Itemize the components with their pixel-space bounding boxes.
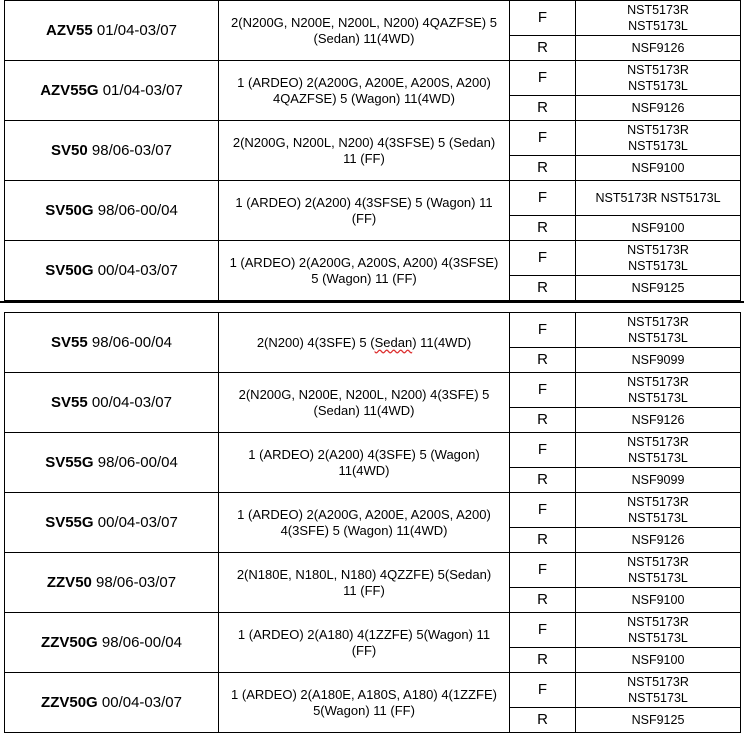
rear-part-number: NSF9126 (576, 96, 741, 121)
front-label: F (510, 121, 576, 156)
front-part-numbers (576, 61, 741, 96)
front-part-numbers (576, 433, 741, 468)
rear-label: R (510, 528, 576, 553)
model-code: ZZV50G (41, 633, 98, 651)
model-date: 98/06-00/04 (91, 333, 172, 351)
table-row (5, 61, 741, 96)
table-row (5, 433, 741, 468)
model-code: SV50G (45, 261, 94, 279)
front-part-numbers (576, 241, 741, 276)
parts-table-bottom (4, 312, 741, 733)
front-part-numbers (576, 673, 741, 708)
rear-label: R (510, 648, 576, 673)
model-cell (5, 613, 219, 673)
front-part-number: NST5173L (628, 571, 688, 585)
front-part-number: NST5173R (627, 63, 689, 77)
front-label: F (510, 433, 576, 468)
front-part-number: NST5173R (627, 375, 689, 389)
model-code: AZV55G (40, 81, 99, 99)
table-row (5, 241, 741, 276)
rear-part-number: NSF9100 (576, 156, 741, 181)
front-part-numbers (576, 121, 741, 156)
front-part-number: NST5173R (627, 3, 689, 17)
table-row (5, 673, 741, 708)
spec-description: 1 (ARDEO) 2(A200G, A200E, A200S, A200) 4(3SFE) 5 (Wagon) 11(4WD) (219, 493, 510, 553)
front-label: F (510, 373, 576, 408)
model-date: 98/06-03/07 (96, 573, 177, 591)
model-cell (5, 181, 219, 241)
table-row (5, 313, 741, 348)
rear-label: R (510, 96, 576, 121)
spec-description: 1 (ARDEO) 2(A180) 4(1ZZFE) 5(Wagon) 11 (FF) (219, 613, 510, 673)
model-date: 01/04-03/07 (102, 81, 183, 99)
table-row (5, 493, 741, 528)
front-part-number: NST5173R (627, 435, 689, 449)
model-cell (5, 373, 219, 433)
spec-description: 2(N200G, N200E, N200L, N200) 4(3SFE) 5 (Sedan) 11(4WD) (219, 373, 510, 433)
model-cell (5, 241, 219, 301)
front-part-number: NST5173R (627, 243, 689, 257)
rear-part-number: NSF9099 (576, 468, 741, 493)
rear-part-number: NSF9125 (576, 276, 741, 301)
model-date: 00/04-03/07 (97, 261, 178, 279)
model-code: AZV55 (46, 21, 93, 39)
rear-part-number: NSF9126 (576, 528, 741, 553)
model-code: SV55 (51, 333, 88, 351)
model-code: SV50G (45, 201, 94, 219)
table-row (5, 373, 741, 408)
model-date: 98/06-00/04 (97, 453, 178, 471)
table-row (5, 1, 741, 36)
rear-part-number: NSF9125 (576, 708, 741, 733)
front-part-number: NST5173R (627, 555, 689, 569)
front-part-number: NST5173L (628, 139, 688, 153)
spec-description: 2(N200G, N200E, N200L, N200) 4QAZFSE) 5 (Sedan) 11(4WD) (219, 1, 510, 61)
front-part-number: NST5173L (628, 511, 688, 525)
front-part-numbers (576, 493, 741, 528)
rear-label: R (510, 156, 576, 181)
front-label: F (510, 493, 576, 528)
rear-part-number: NSF9100 (576, 216, 741, 241)
rear-label: R (510, 216, 576, 241)
model-date: 00/04-03/07 (91, 393, 172, 411)
rear-label: R (510, 708, 576, 733)
spec-description: 1 (ARDEO) 2(A200) 4(3SFSE) 5 (Wagon) 11 (FF) (219, 181, 510, 241)
rear-part-number: NSF9126 (576, 36, 741, 61)
model-code: SV55 (51, 393, 88, 411)
model-cell (5, 673, 219, 733)
spec-description: 1 (ARDEO) 2(A200) 4(3SFE) 5 (Wagon) 11(4WD) (219, 433, 510, 493)
spec-description: 2(N200G, N200L, N200) 4(3SFSE) 5 (Sedan) 11 (FF) (219, 121, 510, 181)
rear-label: R (510, 348, 576, 373)
rear-part-number: NSF9126 (576, 408, 741, 433)
model-code: ZZV50G (41, 693, 98, 711)
table-row (5, 121, 741, 156)
front-part-numbers (576, 553, 741, 588)
spec-text: 2(N200) 4(3SFE) 5 ( (256, 334, 375, 350)
model-date: 98/06-00/04 (97, 201, 178, 219)
front-label: F (510, 313, 576, 348)
front-part-number: NST5173L (628, 691, 688, 705)
front-label: F (510, 613, 576, 648)
front-part-number: NST5173L (628, 391, 688, 405)
front-part-number: NST5173R (627, 495, 689, 509)
front-label: F (510, 241, 576, 276)
model-cell (5, 1, 219, 61)
spec-text-underlined: Sedan (374, 334, 413, 350)
rear-label: R (510, 468, 576, 493)
rear-label: R (510, 408, 576, 433)
front-part-number: NST5173L (628, 451, 688, 465)
front-part-numbers (576, 181, 741, 216)
rear-label: R (510, 36, 576, 61)
section-divider (0, 301, 744, 303)
rear-label: R (510, 276, 576, 301)
parts-table-top (4, 0, 741, 301)
model-cell (5, 313, 219, 373)
model-date: 01/04-03/07 (96, 21, 177, 39)
front-label: F (510, 673, 576, 708)
front-part-numbers (576, 373, 741, 408)
spec-description: 1 (ARDEO) 2(A180E, A180S, A180) 4(1ZZFE) 5(Wagon) 11 (FF) (219, 673, 510, 733)
front-part-numbers (576, 313, 741, 348)
rear-label: R (510, 588, 576, 613)
rear-part-number: NSF9100 (576, 648, 741, 673)
spec-description (219, 313, 510, 373)
front-part-numbers (576, 613, 741, 648)
spec-description: 1 (ARDEO) 2(A200G, A200S, A200) 4(3SFSE) 5 (Wagon) 11 (FF) (219, 241, 510, 301)
model-cell (5, 121, 219, 181)
model-cell (5, 433, 219, 493)
front-part-number: NST5173L (628, 259, 688, 273)
spec-description: 1 (ARDEO) 2(A200G, A200E, A200S, A200) 4QAZFSE) 5 (Wagon) 11(4WD) (219, 61, 510, 121)
front-label: F (510, 61, 576, 96)
model-date: 00/04-03/07 (101, 693, 182, 711)
front-label: F (510, 1, 576, 36)
front-part-numbers (576, 1, 741, 36)
front-part-number: NST5173L (628, 331, 688, 345)
front-part-number: NST5173R NST5173L (595, 191, 721, 205)
model-date: 98/06-03/07 (91, 141, 172, 159)
front-label: F (510, 553, 576, 588)
front-part-number: NST5173R (627, 123, 689, 137)
model-cell (5, 61, 219, 121)
table-row (5, 613, 741, 648)
table-row (5, 553, 741, 588)
model-code: SV55G (45, 513, 94, 531)
model-code: SV55G (45, 453, 94, 471)
front-part-number: NST5173L (628, 19, 688, 33)
rear-part-number: NSF9099 (576, 348, 741, 373)
front-part-number: NST5173L (628, 79, 688, 93)
table-row (5, 181, 741, 216)
spec-text: ) 11(4WD) (412, 334, 472, 350)
front-label: F (510, 181, 576, 216)
model-code: ZZV50 (46, 573, 92, 591)
front-part-number: NST5173L (628, 631, 688, 645)
rear-part-number: NSF9100 (576, 588, 741, 613)
model-code: SV50 (51, 141, 88, 159)
front-part-number: NST5173R (627, 315, 689, 329)
front-part-number: NST5173R (627, 675, 689, 689)
model-cell (5, 553, 219, 613)
front-part-number: NST5173R (627, 615, 689, 629)
model-date: 98/06-00/04 (101, 633, 182, 651)
model-cell (5, 493, 219, 553)
model-date: 00/04-03/07 (97, 513, 178, 531)
spec-description: 2(N180E, N180L, N180) 4QZZFE) 5(Sedan) 11 (FF) (219, 553, 510, 613)
